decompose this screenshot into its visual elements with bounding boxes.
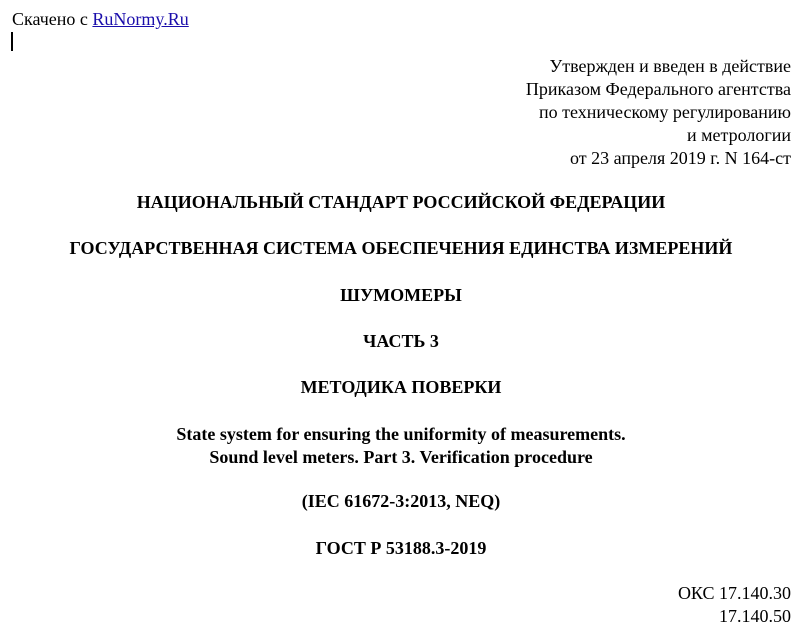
gost-number: ГОСТ Р 53188.3-2019	[315, 538, 487, 558]
approval-line: Приказом Федерального агентства	[525, 79, 791, 99]
approval-block	[526, 55, 791, 170]
english-title-line1: State system for ensuring the uniformity of measurements.	[176, 424, 626, 444]
method-title: МЕТОДИКА ПОВЕРКИ	[300, 377, 502, 397]
english-title	[0, 423, 802, 469]
oks-line1: ОКС 17.140.30	[677, 583, 791, 603]
iec-reference: (IEC 61672-3:2013, NEQ)	[301, 491, 501, 511]
approval-line: Утвержден и введен в действие	[549, 56, 791, 76]
approval-line: и метрологии	[687, 125, 791, 145]
approval-line: от 23 апреля 2019 г. N 164-ст	[570, 148, 791, 168]
system-title: ГОСУДАРСТВЕННАЯ СИСТЕМА ОБЕСПЕЧЕНИЯ ЕДИНСТВА ИЗМЕРЕНИЙ	[69, 238, 733, 258]
runormy-link[interactable]: RuNormy.Ru	[92, 9, 189, 29]
text-cursor	[11, 32, 13, 51]
subject-title: ШУМОМЕРЫ	[340, 285, 462, 305]
source-prefix: Скачено с	[12, 9, 93, 29]
english-title-line2: Sound level meters. Part 3. Verification procedure	[209, 447, 593, 467]
approval-line: по техническому регулированию	[538, 102, 791, 122]
national-standard-title: НАЦИОНАЛЬНЫЙ СТАНДАРТ РОССИЙСКОЙ ФЕДЕРАЦИИ	[136, 192, 666, 212]
source-line	[12, 8, 189, 30]
part-title: ЧАСТЬ 3	[363, 331, 439, 351]
oks-line2: 17.140.50	[719, 606, 791, 626]
oks-codes	[678, 582, 791, 628]
